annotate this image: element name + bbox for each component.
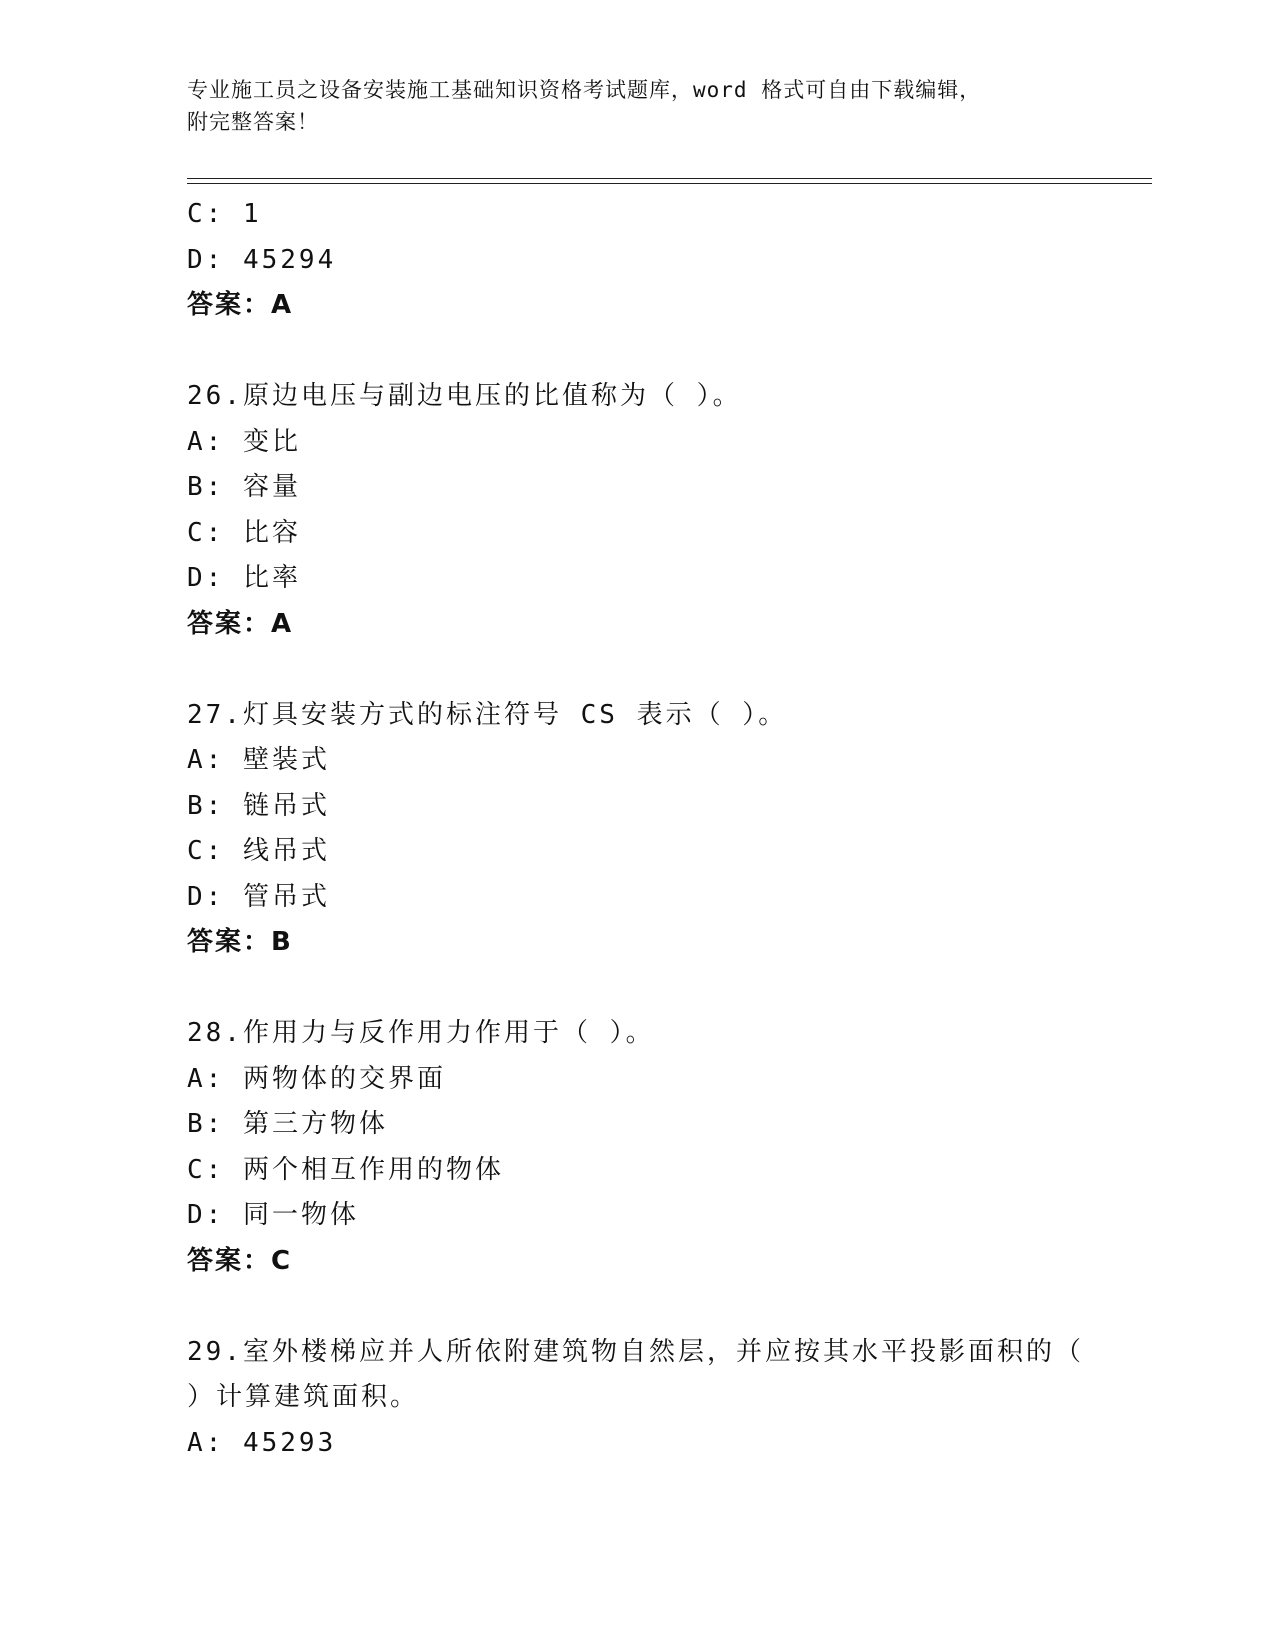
option-a: A: 变比 [187,426,301,457]
spacer [187,329,1087,375]
header-line-2: 附完整答案！ [187,110,319,134]
option-c: C: 两个相互作用的物体 [187,1154,504,1185]
question-text: 26.原边电压与副边电压的比值称为（ ）。 [187,381,742,411]
option-c: C: 1 [187,199,262,229]
option-d: D: 管吊式 [187,881,330,912]
option-c: C: 线吊式 [187,836,330,866]
option-d: D: 45294 [187,244,337,275]
question-text: 28.作用力与反作用力作用于（ ）。 [187,1018,655,1048]
answer-line: 答案：A [187,290,294,320]
option-a: A: 两物体的交界面 [187,1063,446,1094]
option-a: A: 45293 [187,1427,337,1458]
option-c: C: 比容 [187,517,301,548]
option-d: D: 比率 [187,563,301,593]
answer-line: 答案：C [187,1245,293,1276]
option-a: A: 壁装式 [187,745,330,775]
option-b: B: 链吊式 [187,790,330,821]
header-divider-bottom [187,183,1152,184]
spacer [187,966,1087,1012]
option-b: B: 第三方物体 [187,1109,388,1139]
header-divider-top [187,178,1152,179]
document-header [187,74,1087,138]
question-28 [187,1011,1087,1284]
question-27 [187,693,1087,966]
answer-line: 答案：B [187,927,293,957]
question-text-line-1: 29.室外楼梯应并人所依附建筑物自然层，并应按其水平投影面积的（ [187,1336,1084,1367]
question-29 [187,1330,1087,1467]
spacer [187,647,1087,693]
question-text: 27.灯具安装方式的标注符号 CS 表示（ ）。 [187,699,788,730]
option-d: D: 同一物体 [187,1200,359,1230]
answer-line: 答案：A [187,608,294,639]
question-text-line-2: ）计算建筑面积。 [187,1382,420,1412]
spacer [187,1284,1087,1330]
header-line-1: 专业施工员之设备安装施工基础知识资格考试题库，word 格式可自由下载编辑， [187,78,982,102]
question-26 [187,374,1087,647]
question-25-tail [187,192,1087,329]
question-list [187,192,1087,1466]
option-b: B: 容量 [187,472,301,502]
